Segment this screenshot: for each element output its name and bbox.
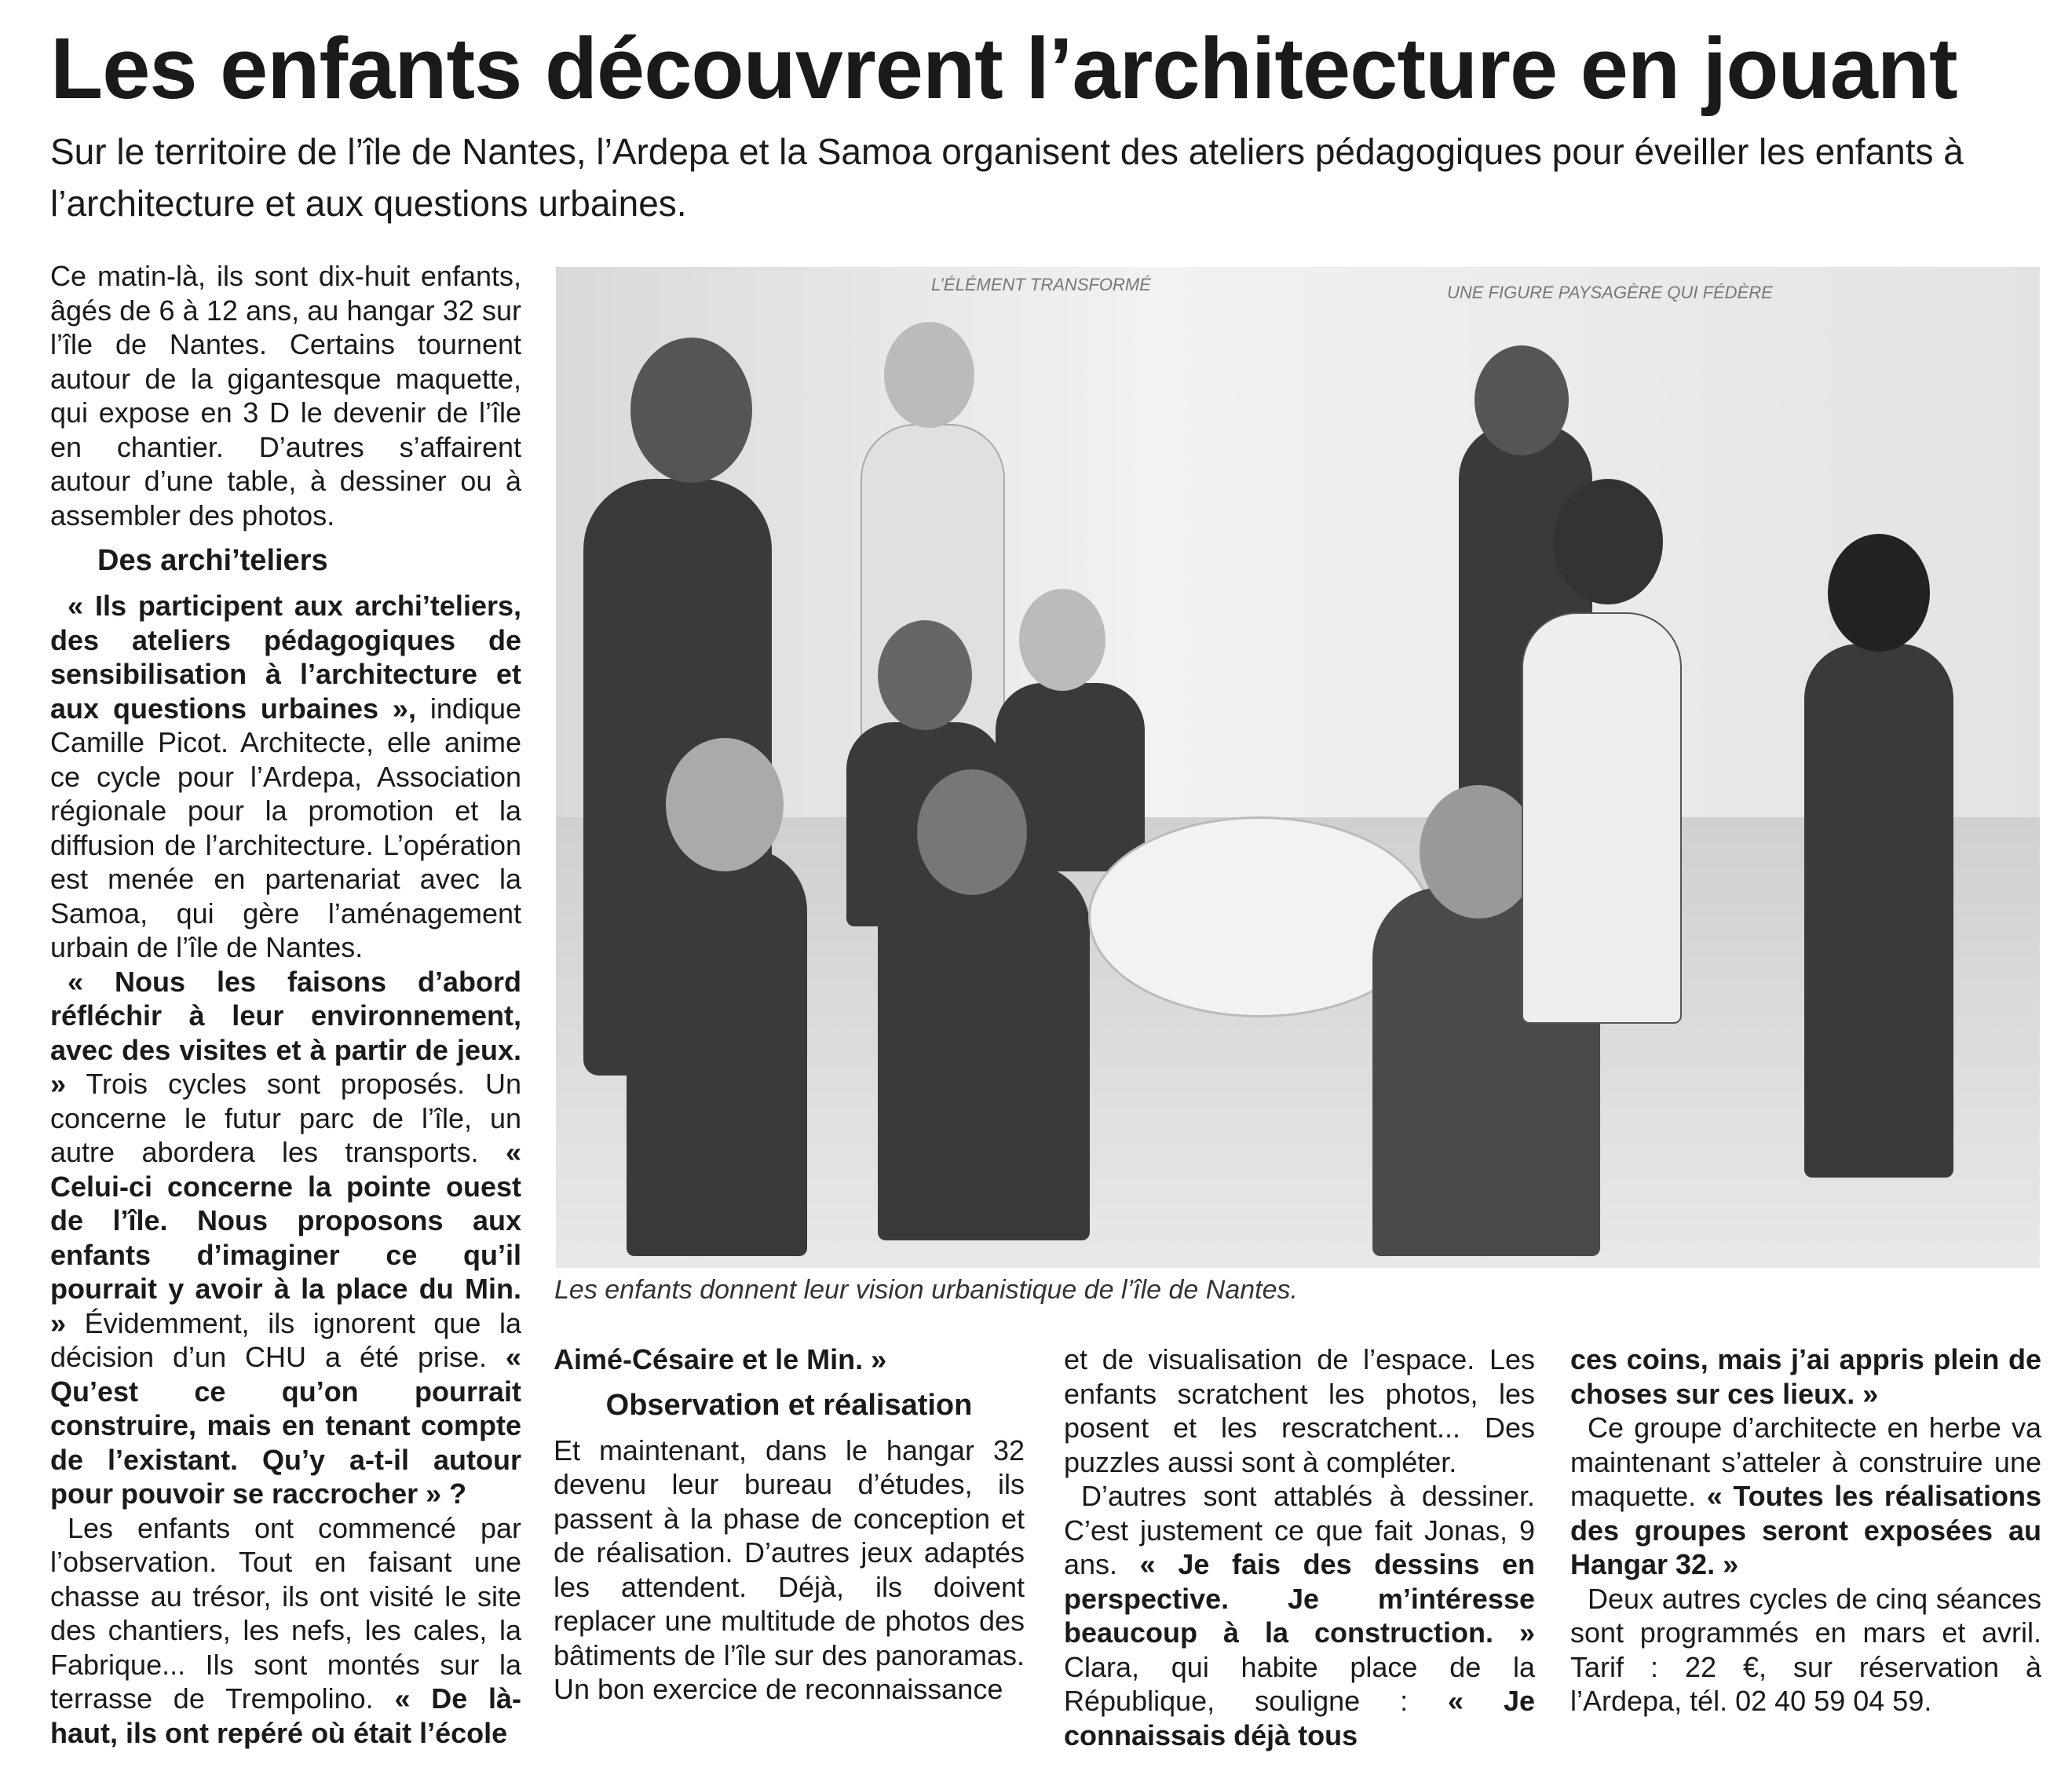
person-head — [884, 322, 974, 428]
paragraph — [1570, 1411, 2041, 1582]
section-heading: Observation et réalisation — [605, 1388, 973, 1422]
quote: Aimé-Césaire et le Min. » — [554, 1343, 887, 1375]
child-head — [1828, 534, 1930, 652]
article-column-4 — [1570, 1342, 2041, 1718]
subheadline: Sur le territoire de l’île de Nantes, l’Ardepa et la Samoa organisent des ateliers pédagogiques pour éveiller les enfants à l’architecture et aux questions urbaines. — [50, 131, 1964, 224]
paragraph — [50, 965, 521, 1511]
paragraph — [50, 1511, 521, 1751]
paragraph: et de visualisation de l’espace. Les enfants scratchent les photos, les posent et les rescratchent... Des puzzles aussi sont à compléter. — [1064, 1343, 1535, 1478]
quote: ces coins, mais j’ai appris plein de choses sur ces lieux. » — [1570, 1343, 2041, 1410]
quote: « Toutes les réalisations des groupes seront exposées au Hangar 32. » — [1570, 1480, 2041, 1580]
article-photo — [556, 267, 2040, 1268]
child-head — [1420, 785, 1537, 919]
paragraph — [1570, 1342, 2041, 1411]
article-column-2 — [554, 1342, 1025, 1707]
person-head — [630, 338, 752, 483]
paragraph-text: indique Camille Picot. Architecte, elle anime ce cycle pour l’Ardepa, Association régionale pour la promotion et la diffusion de l’architecture. L’opération est menée en partenariat avec la Samoa, qui gère l’aménagement urbain de l’île de Nantes. — [50, 692, 521, 963]
paragraph-text: Ce groupe d’architecte en herbe va maintenant s’atteler à construire une maquette. — [1570, 1412, 2041, 1512]
article-column-1 — [50, 259, 521, 1750]
child-figure — [1804, 644, 1953, 1178]
photo-sign-left: L’ÉLÉMENT TRANSFORMÉ — [931, 275, 1151, 294]
child-head — [1019, 589, 1105, 691]
quote: « De là-haut, ils ont repéré où était l’école — [50, 1682, 521, 1749]
paragraph — [1064, 1479, 1535, 1752]
paragraph: Et maintenant, dans le hangar 32 devenu leur bureau d’études, ils passent à la phase de conception et de réalisation. D’autres jeux adaptés les attendent. Déjà, ils doivent replacer une multitude de photos des bâtiments de l’île sur des panoramas. Un bon exercice de reconnaissance — [554, 1434, 1025, 1705]
paragraph-text: Évidemment, ils ignorent que la décision d’un CHU a été prise. — [50, 1306, 521, 1373]
article-column-3 — [1064, 1342, 1535, 1752]
paragraph — [554, 1342, 1025, 1377]
paragraph-text: D’autres sont attablés à dessiner. C’est justement ce que fait Jonas, 9 ans. — [1064, 1480, 1535, 1580]
person-head — [1475, 345, 1569, 455]
section-heading: Des archi’teliers — [97, 544, 328, 577]
quote: « Qu’est ce qu’on pourrait construire, mais en tenant compte de l’existant. Qu’y a-t-il autour pour pouvoir se raccrocher » ? — [50, 1341, 521, 1510]
quote: « Nous les faisons d’abord réfléchir à leur environnement, avec des visites et à partir de jeux. » — [50, 965, 521, 1100]
child-head — [666, 738, 784, 871]
paragraph: Ce matin-là, ils sont dix-huit enfants, âgés de 6 à 12 ans, au hangar 32 sur l’île de Nantes. Certains tournent autour de la gigantesque maquette, qui expose en 3 D le devenir de l’île en chantier. D’autres s’affairent autour d’une table, à dessiner ou à assembler des photos. — [50, 260, 521, 531]
child-head — [1553, 479, 1663, 604]
paragraph: Deux autres cycles de cinq séances sont programmés en mars et avril. Tarif : 22 €, sur réservation à l’Ardepa, tél. 02 40 59 04 59. — [1570, 1582, 2041, 1717]
child-head — [917, 769, 1027, 895]
paragraph-text: Clara, qui habite place de la République, souligne : — [1064, 1650, 1535, 1717]
paragraph-text: Trois cycles sont proposés. Un concerne le futur parc de l’île, un autre abordera les transports. — [50, 1068, 521, 1168]
photo-caption: Les enfants donnent leur vision urbanistique de l’île de Nantes. — [554, 1275, 1298, 1305]
child-figure — [878, 864, 1090, 1240]
photo-sign-right: UNE FIGURE PAYSAGÈRE QUI FÉDÈRE — [1447, 283, 1773, 302]
child-head — [878, 620, 972, 730]
child-figure — [627, 848, 807, 1256]
quote: « Celui-ci concerne la pointe ouest de l’île. Nous proposons aux enfants d’imaginer ce qu’il pourrait y avoir à la place du Min. » — [50, 1136, 521, 1339]
headline: Les enfants découvrent l’architecture en jouant — [50, 20, 1957, 117]
quote: « Ils participent aux archi’teliers, des ateliers pédagogiques de sensibilisation à l’architecture et aux questions urbaines », — [50, 590, 521, 725]
quote: « Je connaissais déjà tous — [1064, 1685, 1535, 1751]
paragraph-text: Les enfants ont commencé par l’observation. Tout en faisant une chasse au trésor, ils ont visité le site des chantiers, les nefs, les cales, la Fabrique... Ils sont montés sur la terrasse de Trempolino. — [50, 1511, 521, 1715]
paragraph — [50, 589, 521, 965]
child-figure — [1522, 612, 1682, 1024]
quote: « Je fais des dessins en perspective. Je m’intéresse beaucoup à la construction. » — [1064, 1548, 1535, 1649]
